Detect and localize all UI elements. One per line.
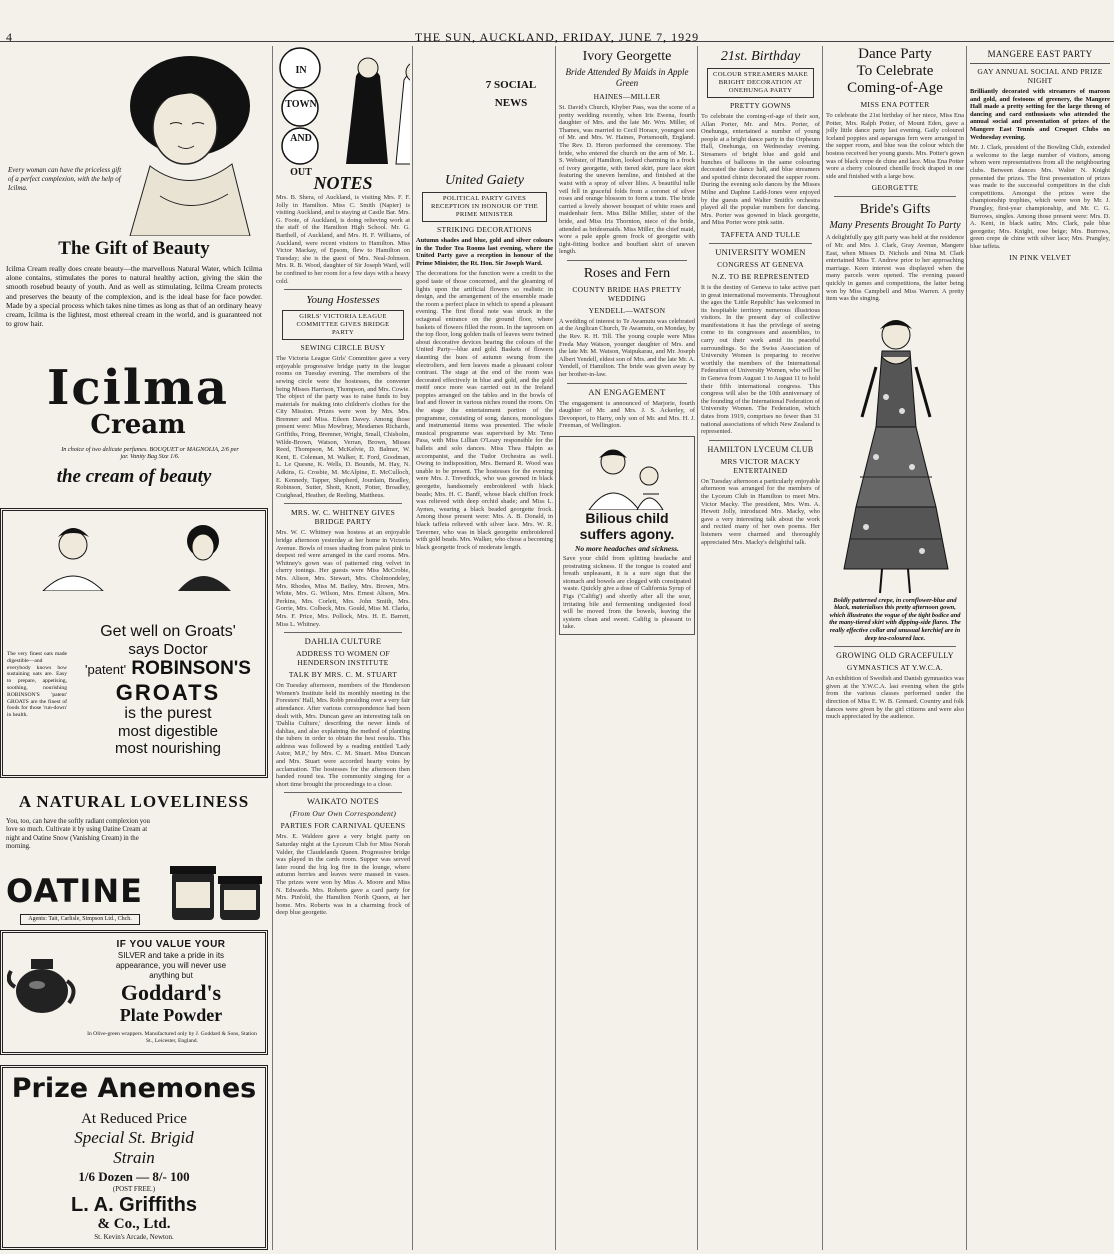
mangere-east-subheading: GAY ANNUAL SOCIAL AND PRIZE NIGHT (977, 67, 1103, 85)
ivory-georgette-heading: Ivory Georgette (582, 49, 672, 64)
goddard-copy: IF YOU VALUE YOUR SILVER and take a pride in its appearance, you will never use anything but Goddard's Plate Powder (115, 939, 227, 1025)
birthday-body: To celebrate the coming-of-age of their son, Allan Porter, Mr. and Mrs. Porter, of Onehunga, entertained a number of young people at a bright dance party in the Orpheum Hall, Onehunga, on Wednesday evening. Streamers of bright blue and gold and bunches of balloons in the same colouring decorated the dance hall, and blue streamers and spotted chintz decorated the supper room. During the evening solo dances by the Misses Milne and Daphne Ladd-Jones were enjoyed by the guests and Walter Smith's orchestra played all the popular numbers for dancing. Mrs. Porter was gowned in black georgette, and Miss Porter wore pink satin. (701, 113, 820, 227)
pink-velvet-subheading: IN PINK VELVET (1009, 253, 1071, 263)
icilma-brand: Icilma Cream (46, 360, 230, 440)
oatine-jars-icon (168, 848, 264, 928)
mangere-east-heading: MANGERE EAST PARTY (970, 49, 1110, 64)
waikato-subheading: (From Our Own Correspondent) (289, 809, 397, 819)
birthday-heading: 21st. Birthday (720, 49, 801, 64)
university-women-body: It is the destiny of Geneva to take active part in great international movements. Throughout the ages the 'Little Republic' has welcomed in its hospitable territory numerous illustrious visitors. In the present day of collective manifestations it has the privilege of seeing come to its congresses and assemblies, to carry out their work amid its peaceful surroundings. So the Swiss Association of University Women is preparing to receive worthily the members of the International Federation of University Women, who will be in Geneva from August 1 to August 11 to hold their fifth international congress. This congress will also be the 10th anniversary of the founding of the International Federation of University Women. The Federation, which dates from 1919, comprises no fewer than 31 national associations of which New Zealand is represented. (701, 283, 820, 436)
column-town-and-out (276, 46, 410, 1250)
anemones-copy: At Reduced Price Special St. Brigid Strain 1/6 Dozen — 8/- 100 (POST FREE.) L. A. Griffiths & Co., Ltd. St. Kevin's Arcade, Newton. (71, 1111, 197, 1241)
engagement-heading: AN ENGAGEMENT (588, 386, 666, 397)
newspaper-title: THE SUN, AUCKLAND, FRIDAY, JUNE 7, 1929 (414, 30, 700, 44)
goddard-maker: In Olive-green wrappers. Manufactured only by J. Goddard & Sons, Station St., Leicester, England. (87, 1031, 257, 1044)
column-21st-birthday (701, 46, 820, 1250)
banner-left-label: IN TOWN AND OUT (285, 65, 317, 178)
dance-party-heading: Dance Party To Celebrate Coming-of-Age (847, 46, 943, 96)
university-women-subheading: CONGRESS AT GENEVA (717, 259, 804, 269)
young-hostesses-heading: Young Hostesses (306, 294, 380, 307)
engagement-body: The engagement is announced of Marjorie, fourth daughter of Mr. and Mrs. J. S. Ackerley, of Devonport, to Harry, only son of Mr. and Mrs. H. J. Freeman, of Wellington. (559, 399, 695, 430)
fashion-caption: Boldly patterned crepe, in cornflower-blue and black, materialises this pretty afternoon gown, which illustrates the vogue of the tight bodice and the many-tiered skirt with dipping-side flares. The really effective collar and unusual kerchief are in deep tea-coloured lace. (829, 596, 961, 642)
oatine-agents: Agents: Tait, Carlisle, Simpson Ltd., Chch. (20, 914, 140, 925)
united-gaiety-body: The decorations for the function were a credit to the good taste of those concerned, and the gleaming of lights upon the artificial flowers so realistic in design, and the arrangement of the ensemble made the room a perfect place in which to spend a pleasant evening. The first floral note was struck in the octagonal entrance on the ground floor, where baskets of flowers filled the room. In the taproom on the top floor, long golden trails of leaves were twined about decorative devices bearing the colours of the United Party—blue and gold. Baskets of flowers daunting the hues of autumn swung from the electroliers, and fern leaves made a pleasant colour contrast. The stage at the end of the room was decorated effectively in blue and gold, and the gold motif once more was carried out in the Ireland poppies arranged on the tables and in the bowls of leaf and flower in various niches round the room. On the stage the entertainment portion of the programme, consisting of song, dances, monologues and instrumental items was presented. The whole musical programme was supervised by Mr. Teno Pasa, with Miss Lillian O'Leary responsible for the ballets and solo dances. Miss Thea Halpin as accompanist, and the Tudor Orchestra as well. Owing to indisposition, Mrs. Bernard R. Wood was unable to be present. The hostesses for the evening were Mrs. J. Trevethick, who was gowned in black georgette, handsomely embroidered with black beads; Mrs. H. C. Banff, whose black chiffon frock was relieved with deep orchid shade; and Miss L. Aymes, wearing a black beaded georgette frock. Among those present were: Mrs. A. B. Donald, in black taffeta relieved with silver lace. Mrs. W. R. Taverner, who was in black georgette embroidered with gold beads. Mrs. Walker, who chose a becoming black georgette frock of moderate length. (416, 270, 553, 551)
mangere-east-body: Mr. J. Clark, president of the Bowling Club, extended a welcome to the large number of visitors, among whom were representatives from all the neighbouring clubs. Between dances Mrs. Walter N. Knight presented the prizes. The first presentation of prizes was made to the successful competitors in the club competitions. Amongst the prizes were the championship trophies, which were won by Mr. J. Prangley, first-year championship, and Mr. C. G. Burrows, singles. Among those present were: Mrs. D. A. Kent, in black satin; Mrs. Clark, pale blue georgette; Mrs. Knight, rose beige; Mrs. Burrows, green crepe de chine with silver lace; Mrs. Prangley, blue taffeta. (970, 144, 1110, 250)
column-united-gaiety (416, 46, 553, 1250)
social-news-label: 7 SOCIAL NEWS (485, 79, 537, 109)
university-women-subheading-2: N.Z. TO BE REPRESENTED (711, 271, 810, 281)
birthday-box: COLOUR STREAMERS MAKE BRIGHT DECORATION AT ONEHUNGA PARTY (707, 68, 814, 98)
mother-and-child-illustration (563, 440, 691, 510)
groats-slogan: Get well on Groats' says Doctor 'patent' ROBINSON'S GROATS is the purest most digestible most nourishing (85, 623, 251, 757)
bilious-child-subheading: No more headaches and sickness. (575, 544, 679, 553)
georgette-subheading: GEORGETTE (871, 183, 919, 193)
dahlia-body: On Tuesday afternoon, members of the Henderson Women's Institute held its monthly meeting in the Foresters' Hall, Mrs. Robb presiding over a very fair attendance. After various correspondence had been dealt with, Mrs. Duncan gave an interesting talk on 'Dahlia Culture,' describing the never kinds of dahlias, and also explaining the method of planting the tubers in order to obtain the best results. This address was followed by a reading entitled 'Lady Astor, M.P.,' by Mrs. C. M. Stuart. Miss Duncan and Mrs. Stuart were accorded hearty votes by acclamation. The hostesses for the afternoon then handed round tea. The community singing for a short time brought the proceedings to a close. (276, 682, 410, 788)
bilious-child-headline: Bilious child suffers agony. (579, 510, 675, 542)
anemones-headline: Prize Anemones (11, 1073, 257, 1104)
united-gaiety-heading: United Gaiety (445, 173, 524, 188)
woman-portrait-illustration (0, 46, 268, 236)
bilious-child-body: Save your child from splitting headache and prostrating sickness. If the tongue is coated and breath unpleasant, it is a sure sign that the stomach and bowels are clogged with constipated waste. Quickly give a dose of California Syrup of Figs ('Califig') and shortly after all the sour, irritating bile and fermenting undigested food will be moved from the bowels, leaving the system clean and sweet. Califig is pleasant to take. (563, 555, 691, 631)
notes-heading: NOTES (313, 173, 373, 193)
young-hostesses-body: The Victoria League Girls' Committee gave a very enjoyable progressive bridge party in the league rooms on Tuesday evening. The members of the sewing circle were the hostesses, the convener being Misses Harrison, Thompson, and Mrs. Cowie. The object of the party was to raise funds to buy materials for making into children's clothes for the City Mission. Prizes were won by Mrs. Mrs. Bremner and Miss. Eileen Davey. Among those present were: Miss Mowbray, Mesdames Richards, Griffiths, Fring, Bremner, Wright, Small, Chisholm, Wilde-Brown, Watson, Verran, Brown, Misses Reed, Thompson, M. McKelvie, D. Balmer, W. Kent, E. Coleman, M. Walker, E. Ford, Goodman, L. Le Quesne, K. Wells, D. Bounds, M. Hay, N. Adkins, G. Crosbie, M. McAlpine, E. McCulloch, E. Kennedy, Tapper, Shepherd, Jourdain, Bradley, Robinson, Sutter, Shott, Knott, Potter, Broadley, Craighead, Heather, de Reeling, Mattheus. (276, 355, 410, 499)
united-gaiety-lead: Autumn shades and blue, gold and silver colours in the Tudor Tea Rooms last evening, where the United Party gave a reception in honour of the Prime Minister, the Rt. Hon. Sir Joseph Ward. (416, 237, 553, 267)
icilma-body: Icilma Cream really does create beauty—the marvellous Natural Water, which Icilma alone contains, stimulates the pores to natural healthy action, giving the skin the smooth rosebud beauty of youth. And as well as stimulating, Icilma Cream protects and preserves the beauty of the complexion, and is the ideal base for face powder. Made by a special process which takes nine times as long as that of an ordinary heavy cream, Icilma is the lightest, most ethereal cream in the world, and is guaranteed not to grow hair. (6, 264, 262, 329)
column-mangere-east (970, 46, 1110, 1250)
oatine-body: You, too, can have the softly radiant complexion you love so much. Cultivate it by using Oatine Cream at night and Oatine Snow (Vanishing Cream) in the morning. (6, 818, 150, 851)
oatine-brand: OATINE (6, 872, 143, 910)
column-ivory-georgette (559, 46, 695, 1250)
dahlia-subheading-2: TALK BY MRS. C. M. STUART (288, 670, 398, 680)
ivory-georgette-subheading: Bride Attended By Maids in Apple Green (565, 67, 689, 88)
lyceum-club-body: On Tuesday afternoon a particularly enjoyable afternoon was arranged for the members of the Lyceum Club in Hamilton to meet Mrs. Victor Macky. The president, Mrs. Wm. A. Hewett Jolly, introduced Mrs. Macky, who gave a very interesting talk about the work and recited many of her own poems. Her listeners were charmed and thoroughly appreciated Mrs. Macky's delightful talk. (701, 477, 820, 546)
lyceum-club-heading: HAMILTON LYCEUM CLUB (707, 444, 814, 454)
roses-and-fern-subheading: COUNTY BRIDE HAS PRETTY WEDDING (572, 284, 682, 303)
university-women-heading: UNIVERSITY WOMEN (715, 246, 806, 257)
whitney-heading: MRS. W. C. WHITNEY GIVES BRIDGE PARTY (290, 508, 396, 527)
icilma-caption: Every woman can have the priceless gift of a perfect complexion, with the help of Icilma. (8, 166, 122, 192)
groats-advertisement (0, 508, 268, 778)
roses-and-fern-heading: Roses and Fern (583, 265, 671, 281)
icilma-headline: The Gift of Beauty (58, 238, 210, 259)
haines-miller-names: HAINES—MILLER (593, 92, 661, 101)
whitney-body: Mrs. W. C. Whitney was hostess at an enjoyable bridge afternoon yesterday at her home in Victoria Avenue. Bowls of roses shading from palest pink to deepest red were arranged in the card rooms. Mrs. Whitney's gown was of patterned ring velvet in cherry tonings. Her guests were Miss McCrobie, Mrs. Alison, Mrs. Stewart, Mrs. Cholmondeley, Mrs. Rhodes, Miss M. Bailey, Mrs. Brown, Mrs. White, Mrs. G. Wilson, Mrs. Ernest Alison, Mrs. Perkins, Mrs. Corlett, Mrs. John Smith, Mrs. Gorrie, Mrs. Colbeck, Mrs. Gould, Miss M. Clarks, Mrs. F. Price, Mrs. Pollock, Mrs. H. E. Barrett, Miss L. Whitney. (276, 529, 410, 628)
taffeta-and-tulle-subheading: TAFFETA AND TULLE (720, 229, 801, 239)
brides-gifts-subheading: Many Presents Brought To Party (829, 220, 961, 232)
dahlia-subheading: ADDRESS TO WOMEN OF HENDERSON INSTITUTE (296, 649, 390, 668)
masthead (0, 0, 1114, 42)
waikato-body: Mrs. E. Waldere gave a very bright party on Saturday night at the Lyceum Club for Miss Norah Valder, the Claudelands Queen. Progressive bridge was played in the cards room. Supper was served later round the big log fire in the lounge, where autumn berries and leaves were massed in vases. The prizes were won by Miss A. Moore and Miss N. Edwards. Mrs. Roberts gave a card party for Mrs. Pinfold, the Hamilton North Queen, at her home. Mrs. Roberts was in a charming frock of deep blue georgette. (276, 833, 410, 917)
growing-old-heading: GROWING OLD GRACEFULLY (836, 651, 954, 661)
dance-party-body: To celebrate the 21st birthday of her niece, Miss Ena Potter, Mrs. Ralph Potter, of Mount Eden, gave a jolly little dance party last evening. Gaily coloured Iceland poppies and asparagus fern were arranged in the supper room, and blue was the colour which the hostess received her young guests. Mrs. Potter's gown was of black crepe de chine and lace. Miss Ena Potter wore a cherry coloured chenille frock draped in one side and finished with a large bow. (826, 112, 964, 180)
icilma-advertisement (0, 46, 268, 494)
dahlia-heading: DAHLIA CULTURE (304, 636, 382, 647)
notes-body: Mrs. B. Shera, of Auckland, is visiting Mrs. F. F. Jolly in Hamilton. Miss C. Smith (Napier) is visiting Auckland, and is staying at Castle Bar. Mrs. G. Foote, of Auckland, is doing relieving work at the staff of the Hamilton High School. Mr. G. Barthell, of Auckland, and Mrs. H. F. Williams, of Auckland, were recent visitors to Hamilton. Miss Victor Mackay, of Epsom, flew to Hamilton on Tuesday; she is the guest of Mrs. Neal-Johnson. Mrs. R. B. Wood, daughter of Sir Joseph Ward, will be confined to her room for a few days with a heavy cold. (276, 194, 410, 285)
brides-gifts-body: A delightfully gay gift party was held at the residence of Mr. and Mrs. J. Clark, Gray Avenue, Mangere East, when Misses D. Nichols and Nina M. Clark entertained Miss T. Andrew prior to her approaching marriage. Keen interest was displayed when the many parcels were opened. The evening passed quickly in games and competitions, the latter being won by Miss Campbell and Miss Warren. A pretty item was the singing. (826, 234, 964, 303)
united-gaiety-box: POLITICAL PARTY GIVES RECEPTION IN HONOUR OF THE PRIME MINISTER (422, 192, 547, 222)
ena-potter-subheading: MISS ENA POTTER (860, 100, 930, 109)
waikato-subheading-2: PARTIES FOR CARNIVAL QUEENS (280, 821, 406, 831)
mangere-east-lead: Brilliantly decorated with streamers of maroon and gold, and festoons of greenery, the Mangere Hall made a pretty setting for the large throng of dancing and card enthusiasts who attended the annual social and presentation of prizes of the Mangere East Tennis and Croquet Clubs on Wednesday evening. (970, 88, 1110, 141)
bilious-child-advertisement (559, 436, 695, 635)
young-hostesses-box: GIRLS' VICTORIA LEAGUE COMMITTEE GIVES BRIDGE PARTY (282, 310, 404, 340)
teapot-icon (7, 941, 77, 1021)
united-gaiety-subheading: STRIKING DECORATIONS (437, 225, 532, 234)
sewing-circle-subheading: SEWING CIRCLE BUSY (300, 343, 386, 353)
brides-gifts-heading: Bride's Gifts (859, 202, 931, 218)
lyceum-club-subheading: MRS VICTOR MACKY ENTERTAINED (720, 456, 801, 475)
pretty-gowns-subheading: PRETTY GOWNS (729, 101, 792, 110)
goddard-advertisement (0, 930, 268, 1055)
yendell-watson-names: YENDELL—WATSON (588, 305, 666, 315)
icilma-tagline: the cream of beauty (56, 466, 212, 487)
anemones-advertisement (0, 1065, 268, 1250)
growing-old-body: An exhibition of Swedish and Danish gymnastics was given at the Y.W.C.A. last evening when the girls from the various classes performed under the direction of Miss E. W. B. Grenard. Country and folk dances were given by the girl citizens and were also much appreciated by the audience. (826, 675, 964, 721)
groats-side-text: The very finest oats made digestible—and everybody knows how sustaining oats are. Easy to prepare, appetising, soothing, nourishing ROBINSON'S 'patent' GROATS are the finest of foods for those 'run-down' in health. (7, 651, 67, 719)
ivory-georgette-body: St. David's Church, Khyber Pass, was the scene of a pretty wedding recently, when Iris Ewena, fourth daughter of Mrs. and the late Mr. Wm. Miller, of Thames, was married to Cecil Horace, youngest son of Mr. and Mrs. W. Haines, Portsmouth, England. The Rev. D. Heron performed the ceremony. The bride, who entered the church on the arm of Mr. L. S. Webster, of Hamilton, looked charming in a frock of ivory georgette, with tiered skirt, pure lace skirt featuring the uneven hemline, and finished at the waist with a spray of silver lilies. A beautiful tulle veil fell in graceful folds from a coronet of silver roses and orange blossom to form a train. The bride carried a lovely shower bouquet of white roses and maidenhair fern. Miss Billie Miller, sister of the bride, and Miss Iris Thornton, niece of the bride, attended as bridesmaids. Miss Miller, the chief maid, wore a pale apple green frock of georgette with tight-fitting bodice and bouffant skirt of uneven length. (559, 104, 695, 256)
page-number: 4 (6, 30, 12, 44)
oatine-headline: A NATURAL LOVELINESS (18, 792, 250, 811)
waikato-heading: WAIKATO NOTES (307, 796, 379, 807)
icilma-choice: In choice of two delicate perfumes. BOUQUET or MAGNOLIA, 2/6 per jar. Vanity Bag Size 1/6. (61, 446, 239, 461)
doctor-and-woman-illustration (3, 511, 265, 591)
column-dance-party (826, 46, 964, 1250)
fashion-gown-illustration (826, 307, 964, 597)
roses-and-fern-body: A wedding of interest to Te Awamutu was celebrated at the Anglican Church, Te Awamutu, on Monday, by the Rev. R. H. Till. The young couple were Miss Freda May Watson, younger daughter of Mrs. and the late Mr. M. Watson, Waipukarau, and Mr. Joseph Albert Yendell, eldest son of Mrs. and the late Mr. A. Yendell, of Hamilton. The bride was given away by her brother-in-law. (559, 317, 695, 379)
gymnastics-subheading: GYMNASTICS AT Y.W.C.A. (846, 663, 944, 673)
